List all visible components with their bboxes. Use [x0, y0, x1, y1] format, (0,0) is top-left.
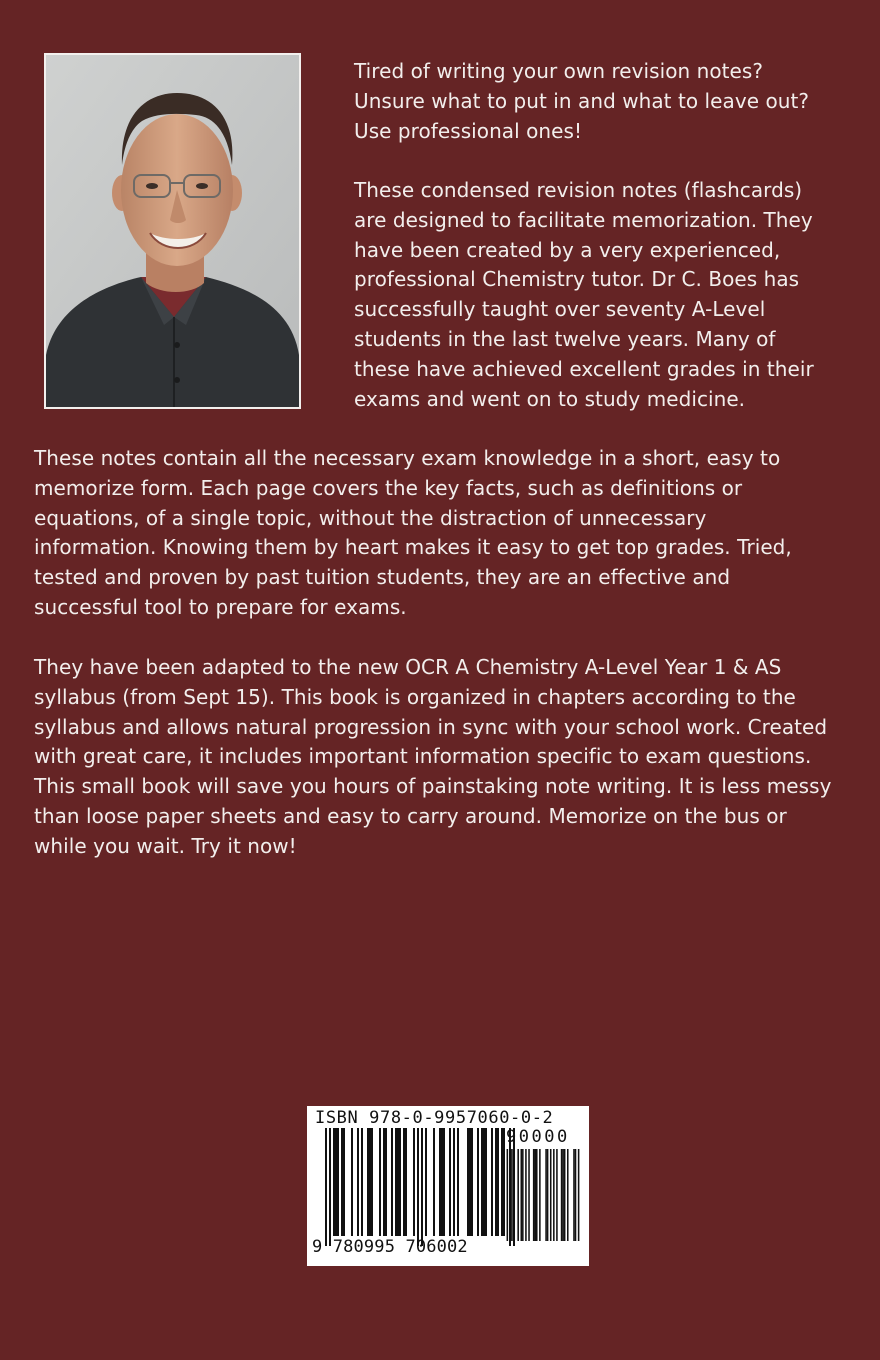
isbn-label: ISBN 978-0-9957060-0-2 [315, 1108, 554, 1128]
barcode-bar [477, 1128, 479, 1236]
addon-bar [575, 1149, 577, 1241]
barcode-bar [385, 1128, 387, 1236]
addon-bar [562, 1149, 564, 1241]
addon-bar [511, 1149, 513, 1241]
barcode-bar [343, 1128, 345, 1236]
barcode-bar [421, 1128, 423, 1246]
description-paragraph: They have been adapted to the new OCR A Chemistry A-Level Year 1 & AS syllabus (from Sept 15). This book is organized in chapters according to the syllabus and allows natural progression in sync with your school work. Created with great care, it includes important information specific to exam questions. This small book will save you hours of painstaking note writing. It is less messy than loose paper sheets and easy to carry around. Memorize on the bus or while you wait. Try it now! [34, 655, 832, 858]
addon-bar [517, 1149, 519, 1241]
barcode-bar [425, 1128, 427, 1236]
barcode-bar [397, 1128, 399, 1236]
addon-bar [578, 1149, 580, 1241]
barcode-bar [369, 1128, 371, 1236]
barcode-bar [503, 1128, 505, 1236]
addon-bar [507, 1149, 509, 1241]
barcode-bar [357, 1128, 359, 1236]
addon-bar [553, 1149, 555, 1241]
barcode-bar [413, 1128, 415, 1236]
barcode-bar [417, 1128, 419, 1246]
barcode-bar [457, 1128, 459, 1236]
barcode-bar [491, 1128, 493, 1236]
barcode-bar [335, 1128, 337, 1236]
addon-bar [556, 1149, 558, 1241]
addon-bar [545, 1149, 547, 1241]
addon-bar [522, 1149, 524, 1241]
addon-bar [521, 1149, 523, 1241]
ean-digits: 9 780995 706002 [312, 1237, 468, 1257]
barcode-bar [337, 1128, 339, 1236]
barcode-bar [405, 1128, 407, 1236]
addon-bar [547, 1149, 549, 1241]
description-paragraph: These condensed revision notes (flashcards) are designed to facilitate memorization. They have been created by a very experienced, professional Chemistry tutor. Dr C. Boes has successfully taught over seventy A-Level students in the last twelve years. Many of these have achieved excellent grades in their exams and went on to study medicine. [354, 178, 814, 411]
description-paragraph: These notes contain all the necessary exam knowledge in a short, easy to memorize form. Each page covers the key facts, such as definitions or equations, of a single topic, without the distraction of unnecessary information. Knowing them by heart makes it easy to get top grades. Tried, tested and proven by past tuition students, they are an effective and successful tool to prepare for exams. [34, 446, 792, 619]
barcode-bar [443, 1128, 445, 1236]
barcode-bar [325, 1128, 327, 1246]
addon-bar [525, 1149, 527, 1241]
barcode-bar [371, 1128, 373, 1236]
addon-bar [564, 1149, 566, 1241]
barcode-bar [471, 1128, 473, 1236]
author-photo [44, 53, 301, 409]
addon-bar [536, 1149, 538, 1241]
addon-bar [573, 1149, 575, 1241]
barcode-bar [329, 1128, 331, 1246]
addon-bar [550, 1149, 552, 1241]
addon-digits: 90000 [506, 1127, 570, 1147]
barcode-bar [351, 1128, 353, 1236]
barcode-bar [485, 1128, 487, 1236]
addon-bar [534, 1149, 536, 1241]
barcode-bar [361, 1128, 363, 1236]
intro-line: Tired of writing your own revision notes? [354, 59, 764, 83]
barcode-bar [467, 1128, 469, 1236]
barcode-bar [341, 1128, 343, 1236]
barcode-bar [433, 1128, 435, 1236]
addon-bar [539, 1149, 541, 1241]
intro-line: Use professional ones! [354, 118, 583, 143]
barcode-bar [497, 1128, 499, 1236]
barcode-bar [469, 1128, 471, 1236]
barcode-bar [383, 1128, 385, 1236]
barcode-bar [501, 1128, 503, 1236]
barcode-bar [395, 1128, 397, 1236]
addon-bar [567, 1149, 569, 1241]
barcode-bar [333, 1128, 335, 1236]
isbn-barcode [307, 1106, 589, 1266]
barcode-bar [403, 1128, 405, 1236]
barcode-bar [391, 1128, 393, 1236]
barcode-bar [367, 1128, 369, 1236]
barcode-bar [453, 1128, 455, 1236]
intro-text [354, 57, 834, 146]
barcode-bar [439, 1128, 441, 1236]
barcode-bar [449, 1128, 451, 1236]
addon-bar [533, 1149, 535, 1241]
addon-bar [510, 1149, 512, 1241]
barcode-bar [441, 1128, 443, 1236]
barcode-bar [481, 1128, 483, 1236]
addon-bar [561, 1149, 563, 1241]
barcode-bar [483, 1128, 485, 1236]
barcode-bar [379, 1128, 381, 1236]
barcode-bar [495, 1128, 497, 1236]
addon-bar [528, 1149, 530, 1241]
barcode-bar [399, 1128, 401, 1236]
intro-line: Unsure what to put in and what to leave out? [354, 88, 810, 113]
